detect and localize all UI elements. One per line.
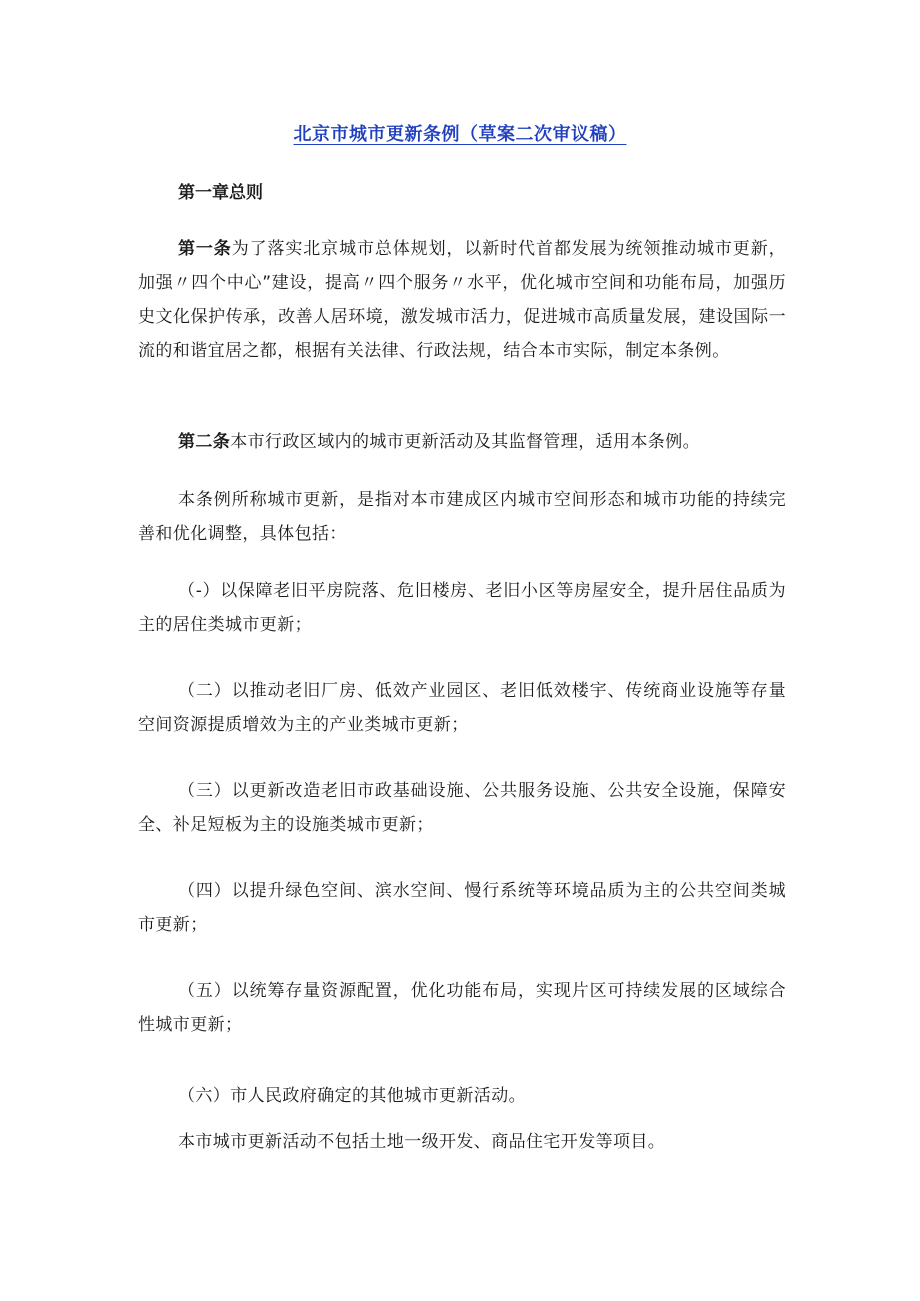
list-item: （三）以更新改造老旧市政基础设施、公共服务设施、公共安全设施，保障安全、补足短板为主的设施类城市更新； [138, 781, 786, 835]
chapter-heading: 第一章总则 [178, 183, 263, 203]
list-item: （五）以统筹存量资源配置，优化功能布局，实现片区可持续发展的区域综合性城市更新； [138, 981, 786, 1035]
list-item: （四）以提升绿色空间、滨水空间、慢行系统等环境品质为主的公共空间类城市更新； [138, 881, 786, 935]
article-1-text: 为了落实北京城市总体规划，以新时代首都发展为统领推动城市更新，加强〃四个中心”建设，提高〃四个服务〃水平，优化城市空间和功能布局，加强历史文化保护传承，改善人居环境，激发城市活力，促进城市高质量发展，建设国际一流的和谐宜居之都，根据有关法律、行政法规，结合本市实际，制定本条例。 [138, 239, 787, 361]
definition-paragraph: 本条例所称城市更新，是指对本市建成区内城市空间形态和城市功能的持续完善和优化调整，具体包括： [138, 490, 786, 544]
article-2-text: 本市行政区域内的城市更新活动及其监督管理，适用本条例。 [230, 432, 701, 452]
list-item: （-）以保障老旧平房院落、危旧楼房、老旧小区等房屋安全，提升居住品质为主的居住类城市更新； [138, 581, 786, 635]
list-item: （二）以推动老旧厂房、低效产业园区、老旧低效楼宇、传统商业设施等存量空间资源提质增效为主的产业类城市更新； [138, 681, 786, 735]
article-1-label: 第一条 [178, 239, 232, 259]
exclusion-paragraph: 本市城市更新活动不包括土地一级开发、商品住宅开发等项目。 [178, 1132, 666, 1152]
article-2-label: 第二条 [178, 432, 231, 452]
article-1 [138, 232, 786, 368]
list-item: （六）市人民政府确定的其他城市更新活动。 [178, 1086, 526, 1106]
article-2 [138, 425, 786, 459]
document-title[interactable] [0, 120, 920, 146]
document-title-link[interactable]: 北京市城市更新条例（草案二次审议稿） [293, 124, 627, 145]
